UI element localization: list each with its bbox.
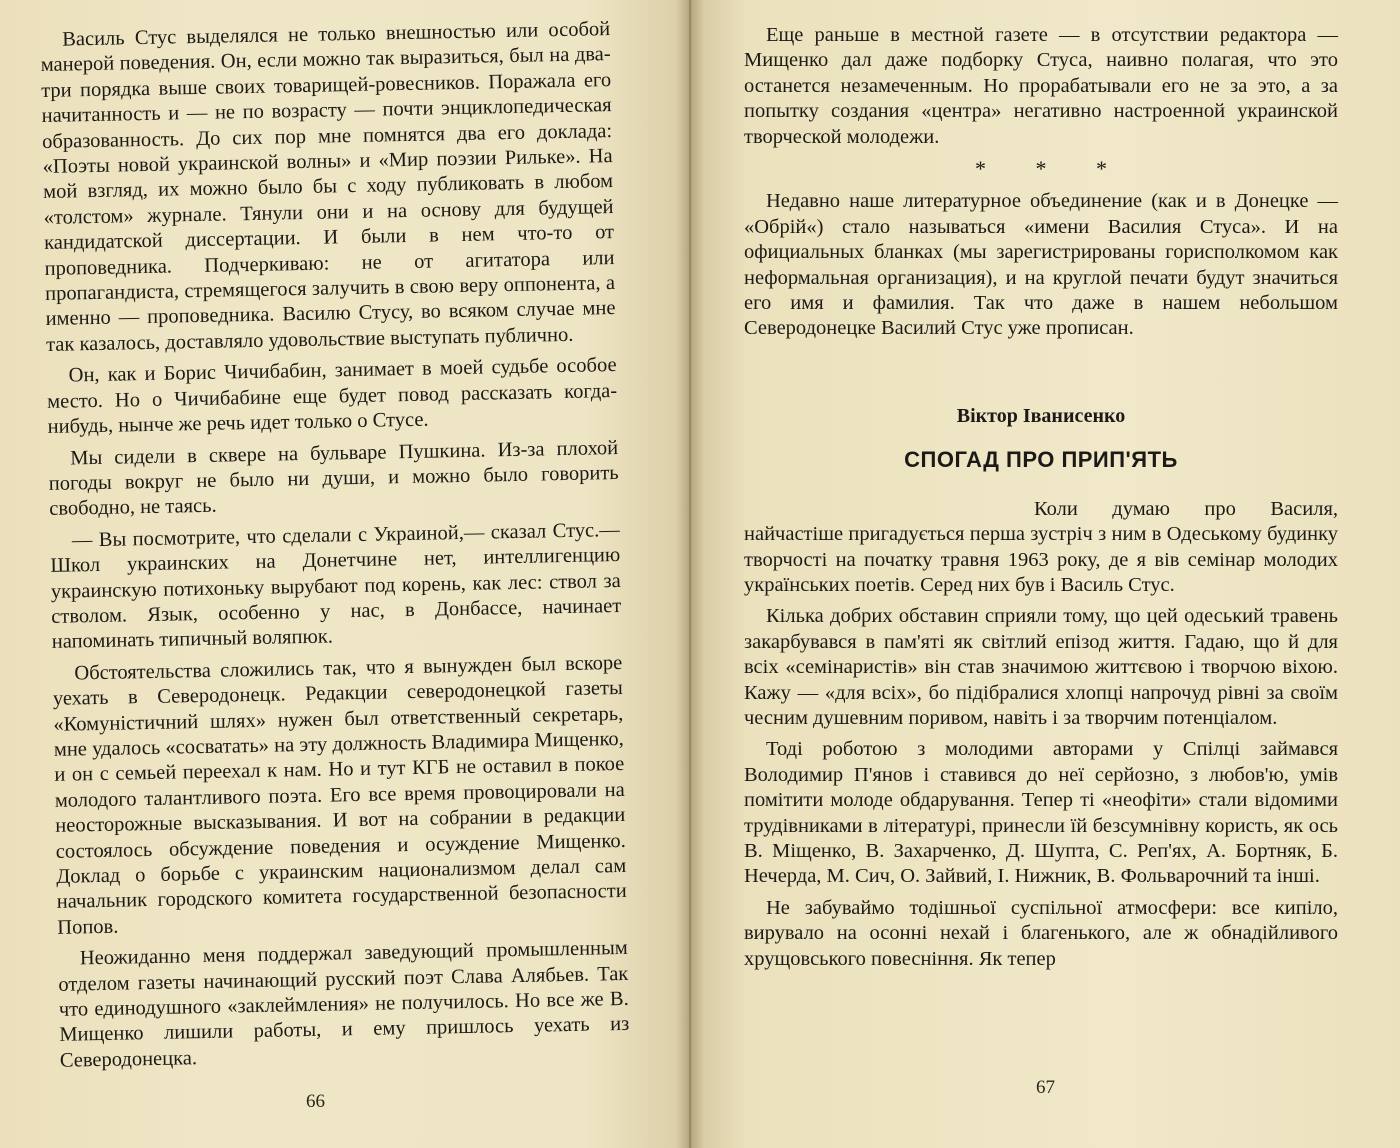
right-page-text xyxy=(744,23,1338,978)
paragraph: Кілька добрих обставин сприяли тому, що цей одеський травень закарбувався в пам'яті як світлий епізод життя. Гадаю, що й для всіх «семінаристів» він став значимою життєвою і творчою віхою. Кажу — «для всіх», бо підібралися хлопці напрочуд рівні за своїм чесним душевним поривом, навіть і за творчим потенціалом. xyxy=(744,605,1338,729)
paragraph: — Вы посмотрите, что сделали с Украиной,— сказал Стус.— Школ украинских на Донетчине нет, интеллигенцию украинскую потихоньку вырубают под корень, как лес: ствол за стволом. Язык, особенно у нас, в Донбассе, начинает напоминать типичный воляпюк. xyxy=(50,518,622,654)
paragraph: Недавно наше литературное объединение (как и в Донецке — «Обрій«) стало называться «имени Василия Стуса». И на официальных бланках (мы зарегистрированы горисполкомом как неформальная организация), и на круглой печати будут значиться его имя и фамилия. Так что даже в нашем небольшом Северодонецке Василий Стус уже прописан. xyxy=(744,190,1338,340)
article-title: СПОГАД ПРО ПРИП'ЯТЬ xyxy=(904,447,1178,473)
paragraph: Он, как и Борис Чичибабин, занимает в моей судьбе особое место. Но о Чичибабине еще будет повод рассказать когда-нибудь, нынче же речь идет только о Стусе. xyxy=(46,354,618,439)
article-author: Віктор Іванисенко xyxy=(956,404,1126,427)
left-page xyxy=(0,0,690,1148)
left-page-text xyxy=(40,17,630,1080)
paragraph: Неожиданно меня поддержал заведующий промышленным отделом газеты начинающий русский поэт Слава Алябьев. Так что единодушного «заклеймления» не получилось. Но все же В. Мищенко лишили работы, и ему пришлось уехать из Северодонецка. xyxy=(58,937,630,1072)
paragraph: Обстоятельства сложились так, что я вынужден был вскоре уехать в Северодонецк. Редакции северодонецкой газеты «Комуністичний шлях» нужен был ответственный секретарь, мне удалось «сосватать» на эту должность Владимира Мищенко, и он с семьей переехал к нам. Но и тут КГБ не оставил в покое молодого талантливого поэта. Его все время провоцировали на неосторожные высказывания. И вот на собрании в редакции состоялось обсуждение поведения и осуждение Мищенко. Доклад о борьбе с украинским национализмом делал сам начальник городского комитета государственной безопасности Попов. xyxy=(52,651,627,939)
paragraph: Василь Стус выделялся не только внешностью или особой манерой поведения. Он, если можно так выразиться, был на два-три порядка выше своих товарищей-ровесников. Поражала его начитанность и — не по возрасту — почти энциклопедическая образованность. До сих пор мне помнятся два его доклада: «Поэты новой украинской волны» и «Мир поэзии Рильке». На мой взгляд, их можно было бы с ходу публиковать в любом «толстом» журнале. Тянули они и на основу для будущей кандидатской диссертации. И были в нем что-то от проповедника. Подчеркиваю: не от агитатора или пропагандиста, стремящегося залучить в свою веру оппонента, а именно — проповедника. Василю Стусу, во всяком случае мне так казалось, доставляло удовольствие выступать публично. xyxy=(40,18,616,356)
first-paragraph xyxy=(744,497,1338,599)
page-number-left: 66 xyxy=(306,1091,325,1112)
section-separator: * * * xyxy=(975,156,1129,182)
paragraph: Не забуваймо тодішньої суспільної атмосфери: все кипіло, вирувало на осонні нехай і благенького, але ж обнадійливого хрущовського повесніння. Як тепер xyxy=(744,896,1338,970)
right-page xyxy=(690,0,1400,1148)
book-gutter xyxy=(676,0,704,1148)
page-number-right: 67 xyxy=(1036,1077,1055,1098)
paragraph: Еще раньше в местной газете — в отсутствии редактора — Мищенко дал даже подборку Стуса, наивно полагая, что это останется незамеченным. Но прорабатывали его не за это, а за попытку создания «центра» негативно настроенной украинской творческой молодежи. xyxy=(744,24,1338,148)
paragraph: Мы сидели в сквере на бульваре Пушкина. Из-за плохой погоды вокруг не было ни души, и можно было говорить свободно, не таясь. xyxy=(48,436,619,521)
first-paragraph-text: Коли думаю про Василя, найчастіше пригадується перша зустріч з ним в Одеському будинку творчості на початку травня 1963 року, де я вів семінар молодих українських поетів. Серед них був і Василь Стус. xyxy=(744,497,1338,596)
paragraph: Тоді роботою з молодими авторами у Спілці займався Володимир П'янов і ставився до неї серйозно, з любов'ю, умів помітити молоде обдарування. Тепер ті «неофіти» стали відомими трудівниками в літературі, принесли їй безсумнівну користь, як ось В. Міщенко, В. Захарченко, Д. Шупта, С. Реп'ях, А. Бортняк, Б. Нечерда, М. Сич, О. Зайвий, І. Нижник, В. Фольварочний та інші. xyxy=(744,738,1338,888)
